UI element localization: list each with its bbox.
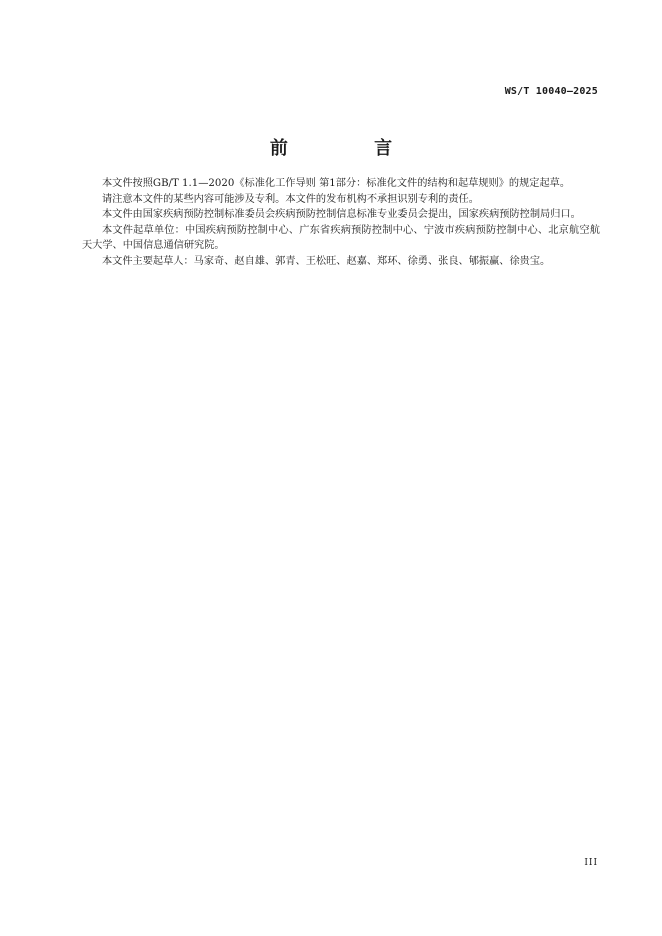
- paragraph-drafting-units: 本文件起草单位：中国疾病预防控制中心、广东省疾病预防控制中心、宁波市疾病预防控制中心、北京航空航天大学、中国信息通信研究院。: [82, 224, 600, 251]
- page-number: III: [584, 858, 598, 868]
- paragraph-drafting-rules: 本文件按照GB/T 1.1—2020《标准化工作导则 第1部分：标准化文件的结构和起草规则》的规定起草。: [102, 178, 571, 189]
- paragraph-drafters: 本文件主要起草人：马家奇、赵自雄、郭青、王松旺、赵嘉、郑环、徐勇、张良、郇振赢、徐贵宝。: [102, 255, 551, 267]
- paragraph-patent-notice: 请注意本文件的某些内容可能涉及专利。本文件的发布机构不承担识别专利的责任。: [102, 193, 479, 205]
- document-code: WS/T 10040—2025: [504, 86, 598, 97]
- preface-body: [82, 176, 600, 269]
- page-title: 前 言: [269, 138, 433, 159]
- paragraph-proposer: 本文件由国家疾病预防控制标准委员会疾病预防控制信息标准专业委员会提出，国家疾病预防控制局归口。: [102, 209, 581, 220]
